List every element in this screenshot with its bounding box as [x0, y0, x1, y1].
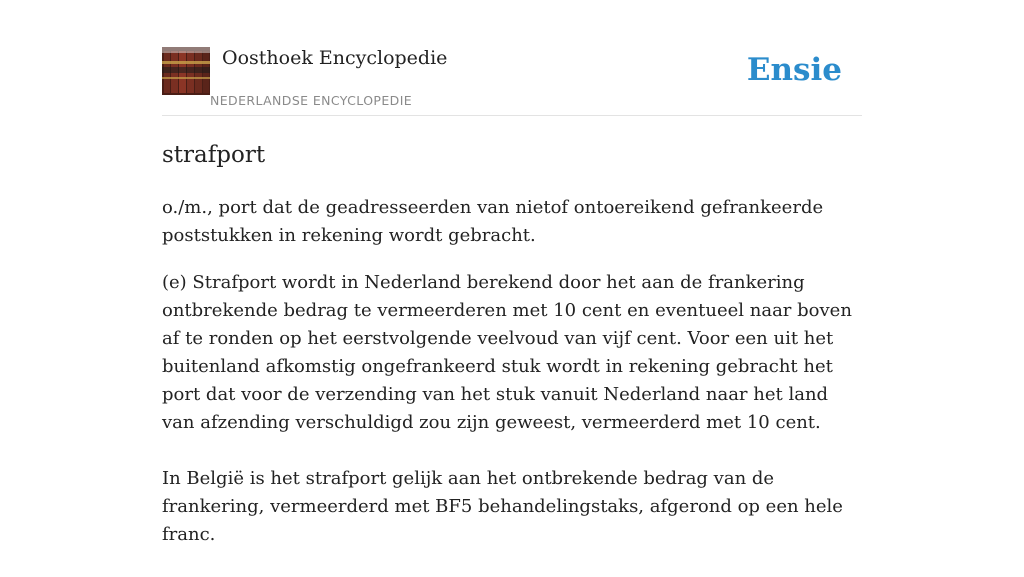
site-tagline: NEDERLANDSE ENCYCLOPEDIE [210, 93, 413, 108]
entry-definition: o./m., port dat de geadresseerden van nietof ontoereikend gefrankeerde poststukken in rekening wordt gebracht. [162, 197, 824, 246]
ensie-logo[interactable]: Ensie [746, 52, 842, 88]
entry-paragraph: In België is het strafport gelijk aan het ontbrekende bedrag van de frankering, vermeerderd met BF5 behandelingstaks, afgerond op een hele franc. [162, 468, 843, 545]
entry-title: strafport [162, 142, 266, 168]
encyclopedia-books-icon[interactable] [162, 47, 210, 95]
entry-paragraph: (e) Strafport wordt in Nederland berekend door het aan de frankering ontbrekende bedrag te vermeerderen met 10 cent en eventueel naar boven af te ronden op het eerstvolgende veelvoud van vijf cent. Voor een uit het buitenland afkomstig ongefrankeerd stuk wordt in rekening gebracht het port dat voor de verzending van het stuk vanuit Nederland naar het land van afzending verschuldigd zou zijn geweest, vermeerderd met 10 cent. [162, 272, 852, 433]
site-header [162, 46, 862, 116]
entry-content [162, 140, 862, 577]
site-name[interactable]: Oosthoek Encyclopedie [222, 47, 448, 69]
